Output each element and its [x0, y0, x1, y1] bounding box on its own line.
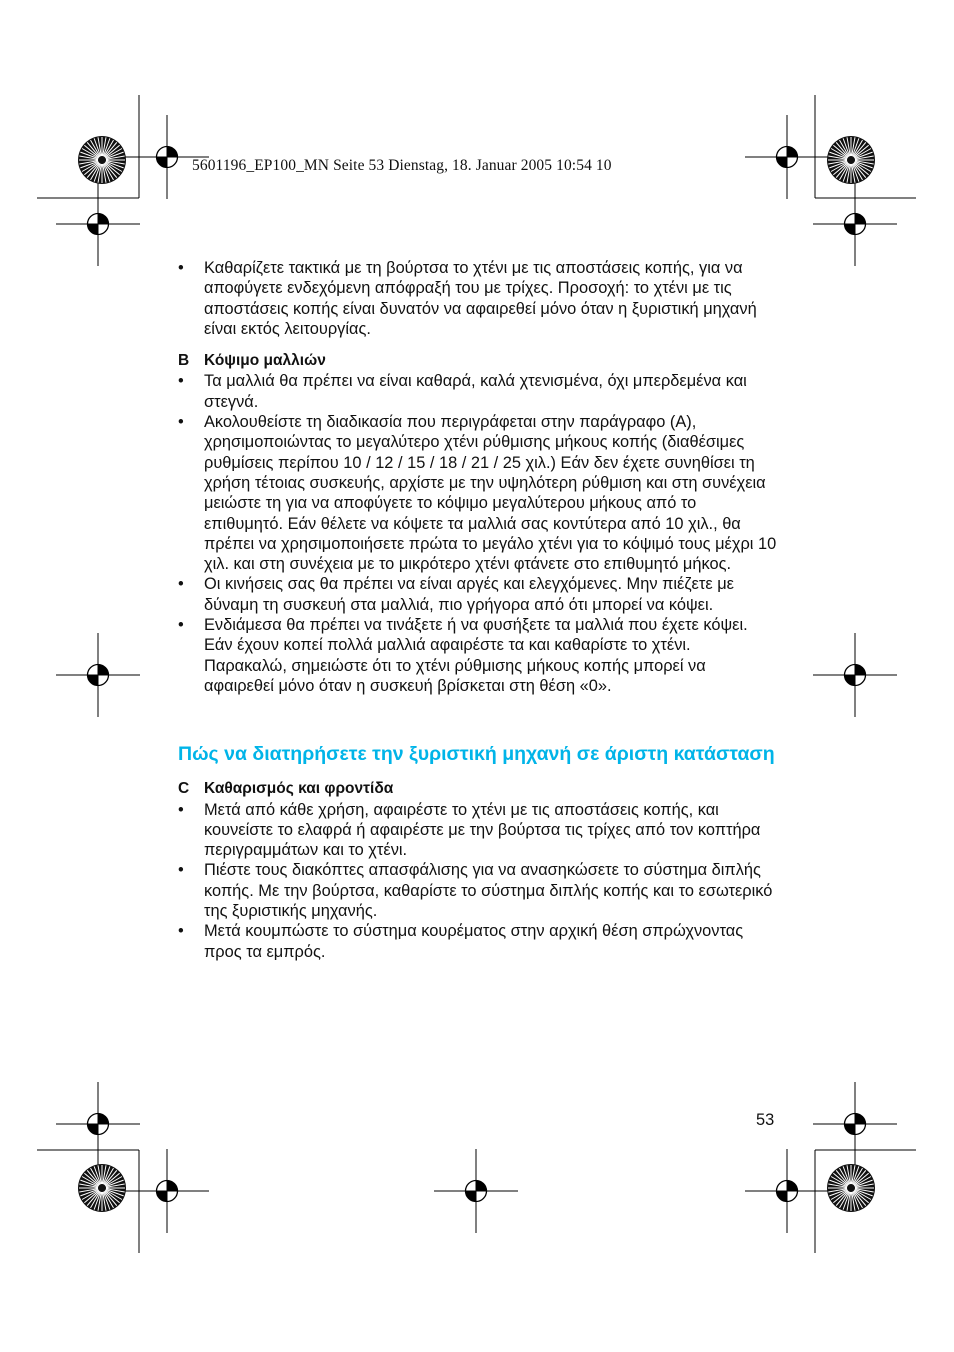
- bullet-item: • Τα μαλλιά θα πρέπει να είναι καθαρά, καλά χτενισμένα, όχι μπερδεμένα και στεγνά.: [178, 371, 778, 412]
- registration-mark-icon: [813, 182, 897, 266]
- registration-mark-icon: [56, 1082, 140, 1166]
- subheading-c: [178, 779, 778, 799]
- registration-mark-icon: [56, 633, 140, 717]
- star-target-icon: [827, 136, 875, 184]
- bullet-item: • Ενδιάμεσα θα πρέπει να τινάξετε ή να φυσήξετε τα μαλλιά που έχετε κόψει. Εάν έχουν κοπεί πολλά μαλλιά αφαιρέστε τα και καθαρίστε το χτένι. Παρακαλώ, σημειώστε ότι το χτένι ρύθμισης μήκους κοπής μπορεί να αφαιρεθεί μόνο όταν η συσκευή βρίσκεται στη θέση «0».: [178, 615, 778, 696]
- registration-mark-icon: [813, 1082, 897, 1166]
- subheading-c-title: Καθαρισμός και φροντίδα: [204, 780, 394, 798]
- registration-mark-icon: [434, 1149, 518, 1233]
- bullet-item: • Μετά από κάθε χρήση, αφαιρέστε το χτένι με τις αποστάσεις κοπής, και κουνείστε το ελαφρά ή αφαιρέστε με την βούρτσα τις τρίχες από τον κοπτήρα περιγραμμάτων και το χτένι.: [178, 800, 778, 861]
- registration-mark-icon: [813, 633, 897, 717]
- registration-mark-icon: [56, 182, 140, 266]
- registration-mark-icon: [745, 1149, 829, 1233]
- subheading-b-letter: B: [178, 352, 190, 370]
- bullet-item: • Ακολουθείστε τη διαδικασία που περιγράφεται στην παράγραφο (A), χρησιμοποιώντας το μεγαλύτερο χτένι ρύθμισης μήκους κοπής (διαθέσιμες ρυθμίσεις περίπου 10 / 12 / 15 / 18 / 21 / 25 χιλ.) Εάν δεν έχετε συνηθίσει τη χρήση τέτοιας συσκευής, αρχίστε με την υψηλότερη ρύθμιση και στη συνέχεια μειώστε τη για να αποφύγετε το κόψιμο μεγαλύτερου μήκους από το επιθυμητό. Εάν θέλετε να κόψετε τα μαλλιά σας κοντύτερα από 10 χιλ., θα πρέπει να χρησιμοποιήσετε πρώτα το μεγάλο χτένι για το κόψιμό τους μέχρι 10 χιλ. και στη συνέχεια με το μικρότερο χτένι φτάνετε στο επιθυμητό μήκος.: [178, 412, 778, 574]
- bullet-item: • Οι κινήσεις σας θα πρέπει να είναι αργές και ελεγχόμενες. Μην πιέζετε με δύναμη τη συσκευή στα μαλλιά, πιο γρήγορα από ότι μπορεί να κόψει.: [178, 574, 778, 615]
- intro-bullet-list: [178, 258, 778, 339]
- subheading-c-letter: C: [178, 780, 190, 798]
- page-number: 53: [756, 1111, 775, 1129]
- section-heading: Πώς να διατηρήσετε την ξυριστική μηχανή σε άριστη κατάσταση: [178, 743, 775, 766]
- slug-line: 5601196_EP100_MN Seite 53 Dienstag, 18. Januar 2005 10:54 10: [192, 157, 612, 174]
- section-b-bullet-list: [178, 371, 778, 696]
- registration-mark-icon: [745, 115, 829, 199]
- star-target-icon: [827, 1164, 875, 1212]
- bullet-item: • Μετά κουμπώστε το σύστημα κουρέματος στην αρχική θέση σπρώχνοντας προς τα εμπρός.: [178, 921, 778, 962]
- star-target-icon: [78, 136, 126, 184]
- bullet-item: • Πιέστε τους διακόπτες απασφάλισης για να ανασηκώσετε το σύστημα διπλής κοπής. Με την βούρτσα, καθαρίστε το σύστημα διπλής κοπής και το εσωτερικό της ξυριστικής μηχανής.: [178, 860, 778, 921]
- section-c-bullet-list: [178, 800, 778, 962]
- registration-mark-icon: [125, 1149, 209, 1233]
- subheading-b-title: Κόψιμο μαλλιών: [204, 352, 326, 370]
- subheading-b: [178, 351, 778, 371]
- bullet-item: • Καθαρίζετε τακτικά με τη βούρτσα το χτένι με τις αποστάσεις κοπής, για να αποφύγετε ενδεχόμενη απόφραξή του με τρίχες. Προσοχή: το χτένι με τις αποστάσεις κοπής είναι δυνατόν να αφαιρεθεί μόνο όταν η ξυριστική μηχανή είναι εκτός λειτουργίας.: [178, 258, 778, 339]
- star-target-icon: [78, 1164, 126, 1212]
- page-content: [178, 258, 778, 962]
